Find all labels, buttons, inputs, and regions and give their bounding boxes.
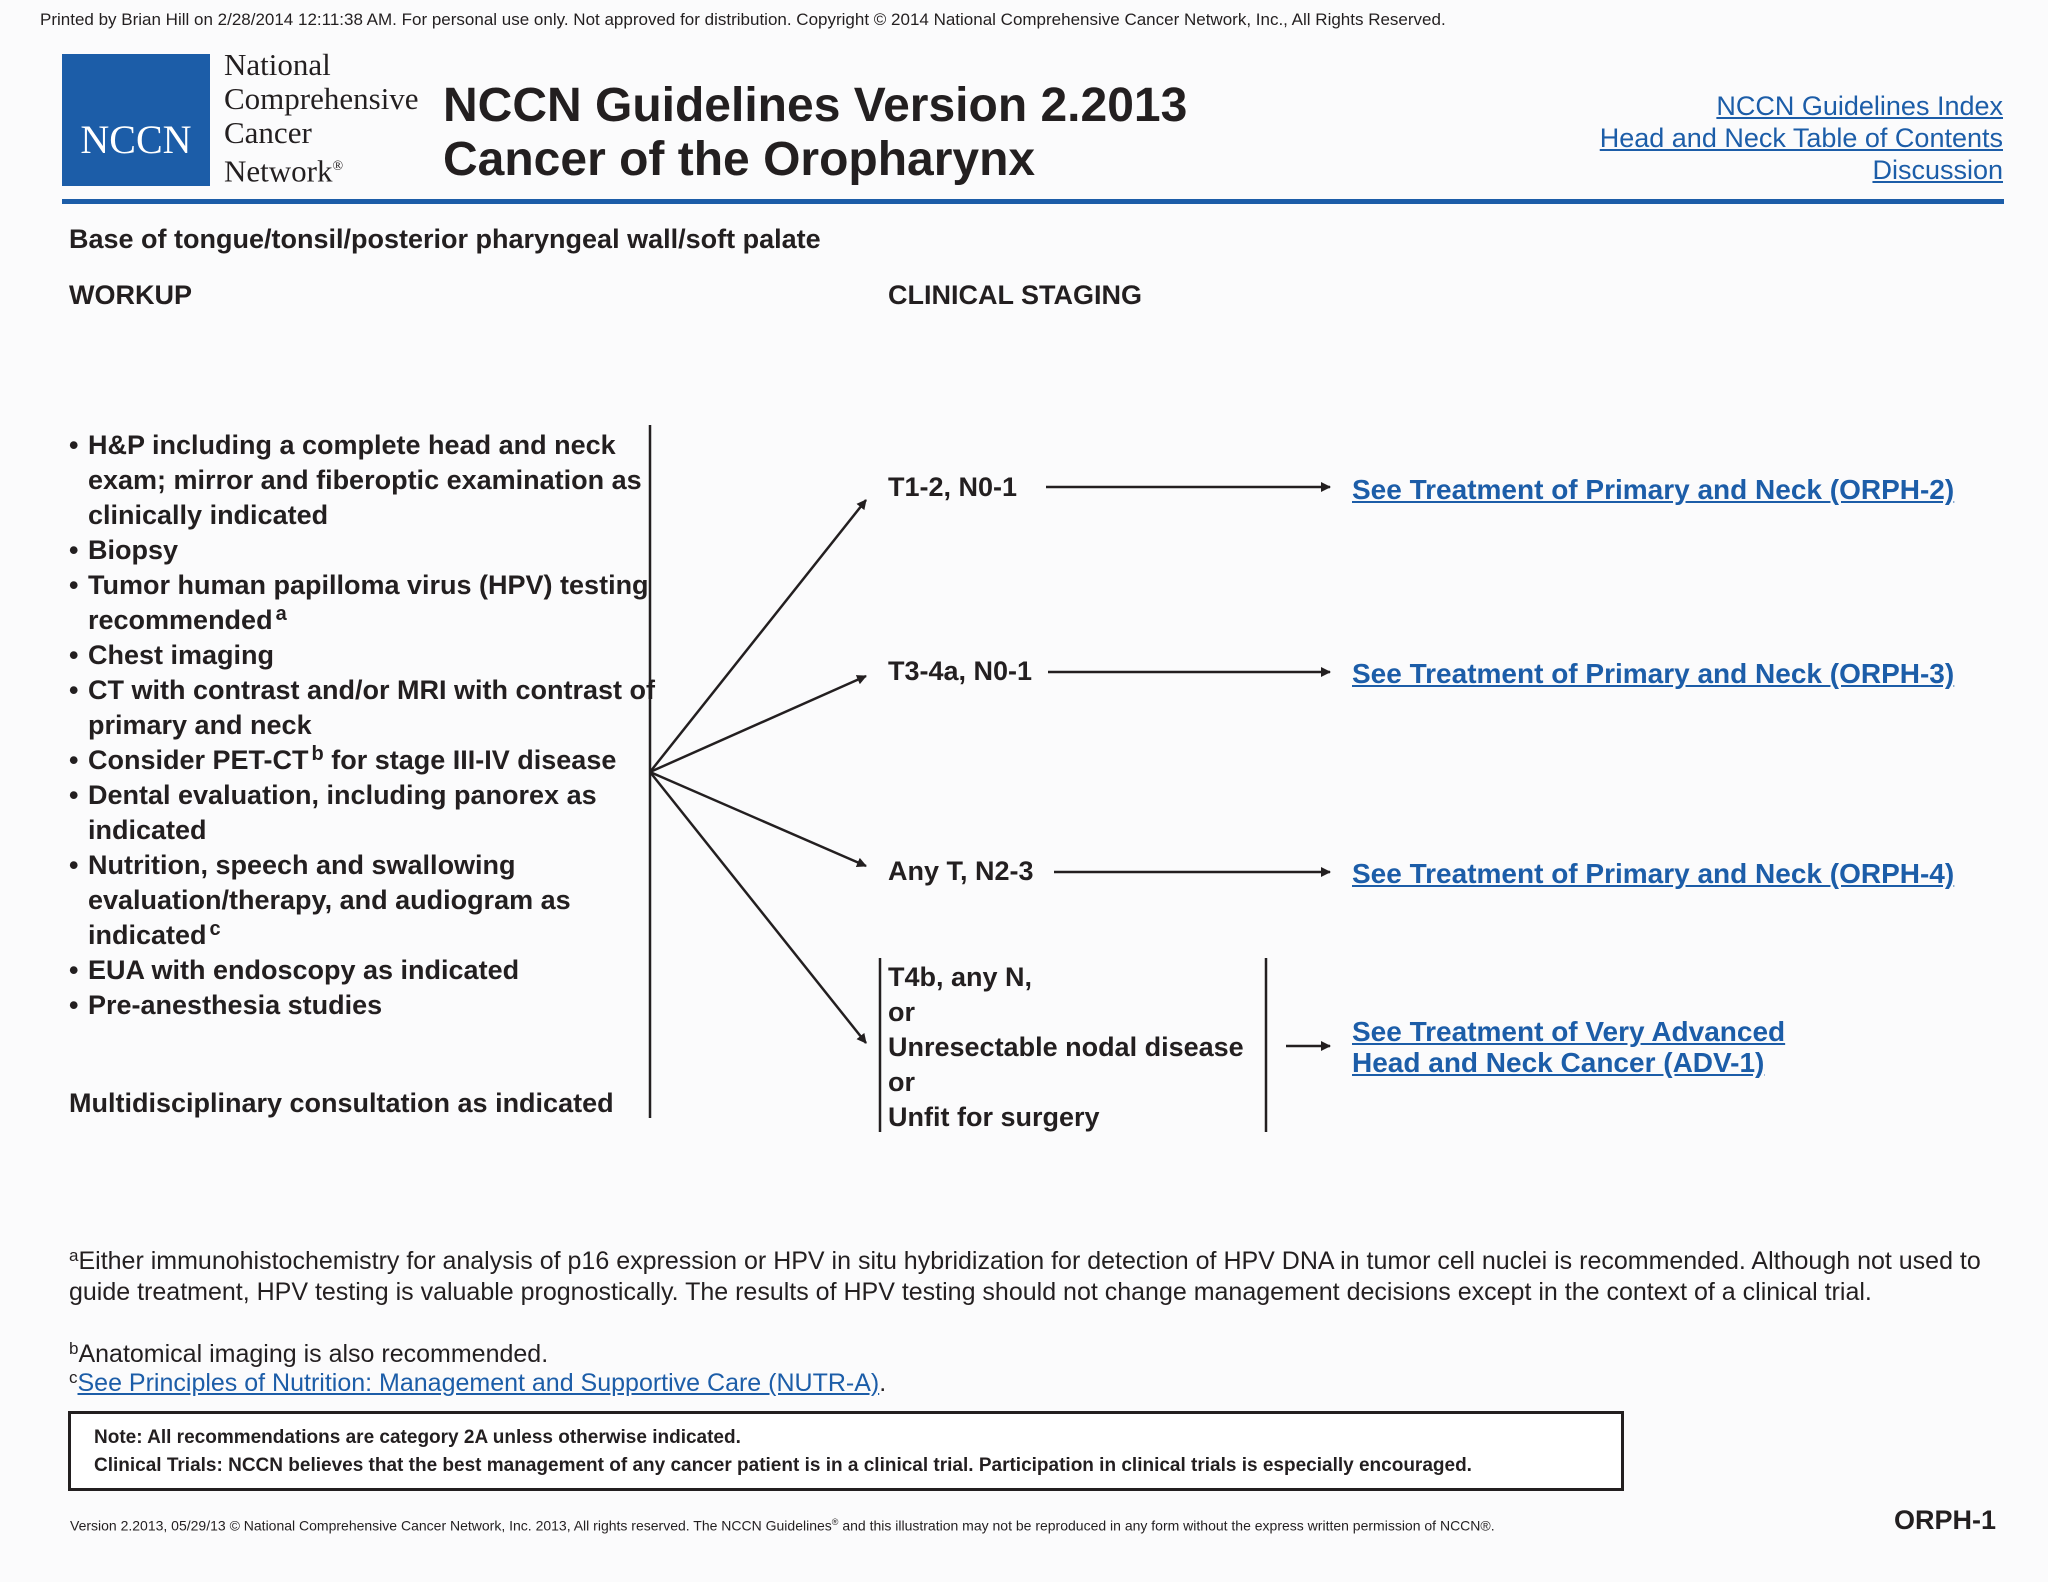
workup-item-text: EUA with endoscopy as indicated [88, 955, 520, 985]
version-text: Version 2.2013, 05/29/13 © National Comprehensive Cancer Network, Inc. 2013, All rights reserved. The NCCN Guidelines [70, 1517, 832, 1534]
orph-4-link[interactable]: See Treatment of Primary and Neck (ORPH-4) [1352, 858, 1955, 889]
arrow-to-t3-4a [650, 676, 866, 772]
stage-t4b-line: Unfit for surgery [888, 1102, 1100, 1132]
print-notice: Printed by Brian Hill on 2/28/2014 12:11:38 AM. For personal use only. Not approved for distribution. Copyright © 2014 National Comprehensive Cancer Network, Inc., All Rights Reserved. [40, 10, 1446, 29]
orph-3-link[interactable]: See Treatment of Primary and Neck (ORPH-3) [1352, 658, 1955, 689]
adv-1-link-line2[interactable]: Head and Neck Cancer (ADV-1) [1352, 1047, 1765, 1078]
arrow-to-any-t [650, 772, 866, 866]
workup-item-text: Biopsy [88, 535, 179, 565]
registered-mark: ® [332, 159, 344, 174]
orph-2-link[interactable]: See Treatment of Primary and Neck (ORPH-2) [1352, 474, 1955, 505]
page-title: Cancer of the Oropharynx [443, 133, 1036, 186]
workup-item-text: H&P including a complete head and neck exam; mirror and fiberoptic examination as clinically indicated [88, 430, 642, 530]
clinical-trials-note: Clinical Trials: NCCN believes that the best management of any cancer patient is in a clinical trial. Participation in clinical trials is especially encouraged. [94, 1455, 1472, 1476]
stage-t4b-line: Unresectable nodal disease [888, 1032, 1244, 1062]
footnote-a [69, 1246, 1989, 1308]
footnote-text: . [879, 1369, 887, 1397]
multidisciplinary-consultation: Multidisciplinary consultation as indicated [69, 1088, 614, 1118]
workup-item-text-cont: for stage III-IV disease [323, 745, 617, 775]
discussion-link[interactable]: Discussion [1872, 155, 2003, 185]
workup-item-text: CT with contrast and/or MRI with contrast of primary and neck [88, 675, 655, 740]
footnote-ref-b: b [311, 743, 324, 765]
footnote-ref-c: c [209, 918, 221, 940]
footnote-c [69, 1368, 1989, 1399]
logo-line: National [224, 47, 331, 82]
workup-item-text: Chest imaging [88, 640, 275, 670]
logo-line: Comprehensive [224, 81, 419, 116]
stage-t4b-line: or [888, 1067, 915, 1097]
workup-item-text: Dental evaluation, including panorex as indicated [88, 780, 597, 845]
footnote-text: Either immunohistochemistry for analysis of p16 expression or HPV in situ hybridization for detection of HPV DNA in tumor cell nuclei is recommended. Although not used to guide treatment, HPV testing is valuable prognostically. The results of HPV testing should not change management decisions except in the context of a clinical trial. [69, 1247, 1981, 1306]
logo-line: Cancer [224, 115, 312, 150]
nutrition-principles-link[interactable]: See Principles of Nutrition: Management and Supportive Care (NUTR-A) [77, 1369, 880, 1397]
arrow-to-t1-2 [650, 500, 866, 772]
adv-1-link-line1[interactable]: See Treatment of Very Advanced [1352, 1016, 1786, 1047]
stage-t4b-line: T4b, any N, [888, 962, 1033, 992]
clinical-staging-heading: CLINICAL STAGING [888, 280, 1142, 310]
guideline-version-title: NCCN Guidelines Version 2.2013 [443, 79, 1188, 132]
version-text-cont: and this illustration may not be reproduced in any form without the express written permission of NCCN®. [838, 1517, 1495, 1534]
workup-item-text: Consider PET-CT [88, 745, 309, 775]
arrow-to-t4b [650, 772, 866, 1043]
workup-item-text: Tumor human papilloma virus (HPV) testing recommended [88, 570, 649, 635]
stage-t4b-block [888, 960, 1244, 1135]
footnote-text: Anatomical imaging is also recommended. [78, 1340, 549, 1368]
section-subtitle: Base of tongue/tonsil/posterior pharyngeal wall/soft palate [69, 224, 821, 254]
page-id: ORPH-1 [1893, 1505, 1996, 1535]
logo-abbr: NCCN [80, 117, 192, 162]
workup-item-text: Nutrition, speech and swallowing evaluation/therapy, and audiogram as indicated [88, 850, 571, 950]
footnote-mark: c [69, 1368, 78, 1387]
stage-t4b-line: or [888, 997, 915, 1027]
logo-line-text: Network [224, 153, 333, 189]
head-neck-toc-link[interactable]: Head and Neck Table of Contents [1599, 123, 2003, 153]
footnote-mark: b [69, 1339, 79, 1358]
note-line: Note: All recommendations are category 2A unless otherwise indicated. [94, 1427, 741, 1448]
stage-t1-2-n0-1: T1-2, N0-1 [888, 472, 1018, 502]
stage-any-t-n2-3: Any T, N2-3 [888, 856, 1034, 886]
note-box [68, 1411, 1624, 1491]
footnote-mark: a [69, 1246, 79, 1265]
workup-item-text: Pre-anesthesia studies [88, 990, 383, 1020]
stage-t3-4a-n0-1: T3-4a, N0-1 [888, 656, 1033, 686]
nccn-guidelines-index-link[interactable]: NCCN Guidelines Index [1716, 91, 2003, 121]
version-copyright [70, 1517, 1495, 1534]
workup-heading: WORKUP [69, 280, 192, 310]
footnote-b [69, 1339, 1989, 1370]
footnote-ref-a: a [275, 603, 287, 625]
registered-mark: ® [831, 1517, 839, 1527]
